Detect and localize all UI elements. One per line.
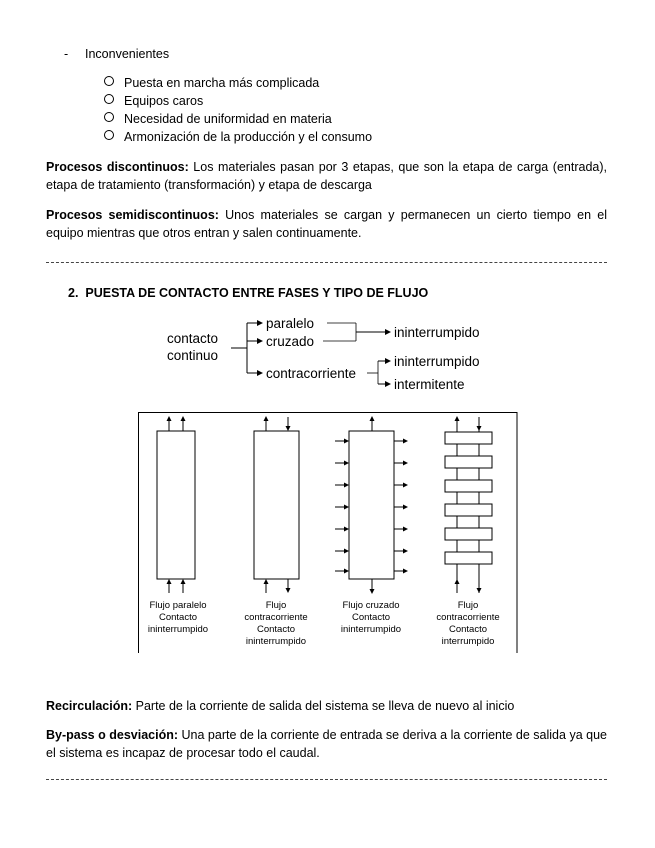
caption-text: Flujo cruzado [342,600,400,611]
caption-text: Contacto [256,624,296,635]
caption-text: interrumpido [441,636,495,647]
interrupted-flow-column [445,417,492,593]
term-bypass: By-pass o desviación: [46,728,179,742]
caption-text: Contacto [448,624,488,635]
dashed-divider [46,779,607,780]
paragraph-bypass: By-pass o desviación: Una parte de la corriente de entrada se deriva a la corriente de salida ya que el sistema es incapaz de procesar todo el caudal. [46,728,607,760]
paragraph-semidiscontinuos: Procesos semidiscontinuos: Unos materiales se cargan y permanecen un cierto tiempo en el equipo mientras que otros entran y salen continuamente. [46,208,607,240]
caption-text: Flujo paralelo [149,600,207,611]
tree-contracorriente: contracorriente [266,366,357,381]
tree-intermitente: intermitente [394,377,465,392]
section-heading: 2. PUESTA DE CONTACTO ENTRE FASES Y TIPO DE FLUJO [68,286,429,300]
term-recirculacion: Recirculación: [46,699,133,713]
list-item: Puesta en marcha más complicada [104,74,319,92]
caption-text: Flujo [457,600,479,611]
caption-text: ininterrumpido [147,624,209,635]
list-title: Inconvenientes [85,47,170,61]
paragraph-discontinuos: Procesos discontinuos: Los materiales pasan por 3 etapas, que son la etapa de carga (entrada), etapa de tratamiento (transformación) y etapa de descarga [46,160,607,192]
list-item: Armonización de la producción y el consumo [104,128,372,146]
tree-root-line1: contacto [167,331,219,346]
caption-text: ininterrumpido [245,636,307,647]
caption-text: Contacto [351,612,391,623]
tree-ininterrumpido-b: ininterrumpido [394,354,480,369]
cross-flow-column [335,417,407,593]
tree-cruzado: cruzado [266,334,315,349]
paragraph-recirculacion: Recirculación: Parte de la corriente de salida del sistema se lleva de nuevo al inicio [46,699,515,713]
caption-text: ininterrumpido [340,624,402,635]
list-item: Necesidad de uniformidad en materia [104,110,332,128]
list-item: Equipos caros [104,92,203,110]
caption-text: contracorriente [244,612,308,623]
tree-root-line2: continuo [167,348,219,363]
list-dash: - [64,47,69,61]
term-semidiscontinuos: Procesos semidiscontinuos: [46,208,219,222]
parallel-flow-column [157,417,195,593]
contact-tree-diagram [0,0,655,400]
flow-types-figure [138,412,518,654]
tree-paralelo: paralelo [266,316,315,331]
tree-ininterrumpido-a: ininterrumpido [394,325,480,340]
caption-text: Flujo [265,600,287,611]
term-discontinuos: Procesos discontinuos: [46,160,189,174]
countercurrent-flow-column [254,417,299,593]
figure-captions [148,600,500,647]
caption-text: Contacto [158,612,198,623]
caption-text: contracorriente [436,612,500,623]
